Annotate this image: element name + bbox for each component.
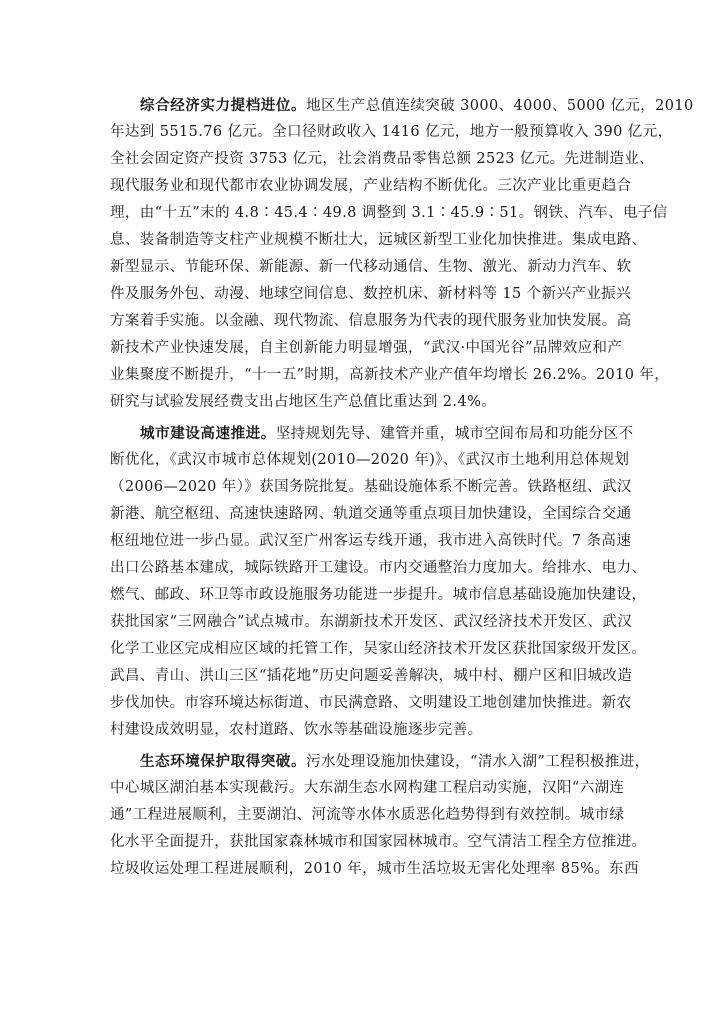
text-line: 息、装备制造等支柱产业规模不断壮大，远城区新型工业化加快推进。集成电路、	[110, 232, 647, 248]
text-line: 业集聚度不断提升，“十一五”时期，高新技术产业产值年均增长 26.2%。2010 年，	[110, 367, 670, 383]
text-line: 化学工业区完成相应区域的托管工作，吴家山经济技术开发区获批国家级开发区。	[110, 641, 647, 657]
text-line: 方案着手实施。以金融、现代物流、信息服务为代表的现代服务业加快发展。高	[110, 313, 632, 329]
text-line: 新港、航空枢纽、高速快速路网、轨道交通等重点项目加快建设，全国综合交通	[110, 506, 632, 522]
paragraph-first-line	[110, 92, 694, 119]
text-line: 污水处理设施加快建设，“清水入湖”工程积极推进，	[306, 754, 650, 770]
text-line: 武昌、青山、洪山三区“插花地”历史问题妥善解决，城中村、棚户区和旧城改造	[110, 668, 633, 684]
text-line: 新技术产业快速发展，自主创新能力明显增强，“武汉·中国光谷”品牌效应和产	[110, 340, 623, 356]
paragraph-urban-construction	[110, 420, 647, 744]
paragraph-heading: 综合经济实力提档进位。	[140, 97, 307, 114]
paragraph-heading: 生态环境保护取得突破。	[140, 753, 307, 770]
text-line: 研究与试验发展经费支出占地区生产总值比重达到 2.4%。	[110, 394, 497, 410]
paragraph-first-line	[110, 748, 650, 775]
text-line: 断优化，《武汉市城市总体规划(2010—2020 年)》、《武汉市土地利用总体规划	[110, 452, 630, 468]
text-line: 件及服务外包、动漫、地球空间信息、数控机床、新材料等 15 个新兴产业振兴	[110, 286, 631, 302]
text-line: （2006—2020 年）》获国务院批复。基础设施体系不断完善。铁路枢纽、武汉	[110, 479, 632, 495]
text-line: 出口公路基本建成，城际铁路开工建设。市内交通整治力度加大。给排水、电力、	[110, 560, 647, 576]
text-line: 化水平全面提升，获批国家森林城市和国家园林城市。空气清洁工程全方位推进。	[110, 834, 647, 850]
text-line: 燃气、邮政、环卫等市政设施服务功能进一步提升。城市信息基础设施加快建设，	[110, 587, 647, 603]
text-line: 理，由“十五”末的 4.8∶45.4∶49.8 调整到 3.1∶45.9∶51。钢铁、汽车、电子信	[110, 205, 668, 221]
document-body	[110, 92, 694, 883]
paragraph-ecology	[110, 748, 650, 883]
text-line: 坚持规划先导、建管并重，城市空间布局和功能分区不	[275, 426, 634, 442]
text-line: 现代服务业和现代都市农业协调发展，产业结构不断优化。三次产业比重更趋合	[110, 178, 632, 194]
text-line: 枢纽地位进一步凸显。武汉至广州客运专线开通，我市进入高铁时代。7 条高速	[110, 533, 632, 549]
text-line: 新型显示、节能环保、新能源、新一代移动通信、生物、激光、新动力汽车、软	[110, 259, 632, 275]
text-line: 村建设成效明显，农村道路、饮水等基础设施逐步完善。	[110, 722, 483, 738]
paragraph-first-line	[110, 420, 634, 447]
text-line: 中心城区湖泊基本实现截污。大东湖生态水网构建工程启动实施，汉阳“六湖连	[110, 780, 625, 796]
paragraph-heading: 城市建设高速推进。	[140, 425, 276, 442]
text-line: 通”工程进展顺利，主要湖泊、河流等水体水质恶化趋势得到有效控制。城市绿	[110, 807, 625, 823]
text-line: 垃圾收运处理工程进展顺利，2010 年，城市生活垃圾无害化处理率 85%。东西	[110, 861, 639, 877]
paragraph-economy	[110, 92, 694, 416]
text-line: 地区生产总值连续突破 3000、4000、5000 亿元，2010	[306, 98, 694, 114]
text-line: 获批国家“三网融合”试点城市。东湖新技术开发区、武汉经济技术开发区、武汉	[110, 614, 633, 630]
text-line: 全社会固定资产投资 3753 亿元，社会消费品零售总额 2523 亿元。先进制造业、	[110, 151, 655, 167]
text-line: 步伐加快。市容环境达标街道、市民满意路、文明建设工地创建加快推进。新农	[110, 695, 632, 711]
text-line: 年达到 5515.76 亿元。全口径财政收入 1416 亿元，地方一般预算收入 390 亿元，	[110, 124, 673, 140]
